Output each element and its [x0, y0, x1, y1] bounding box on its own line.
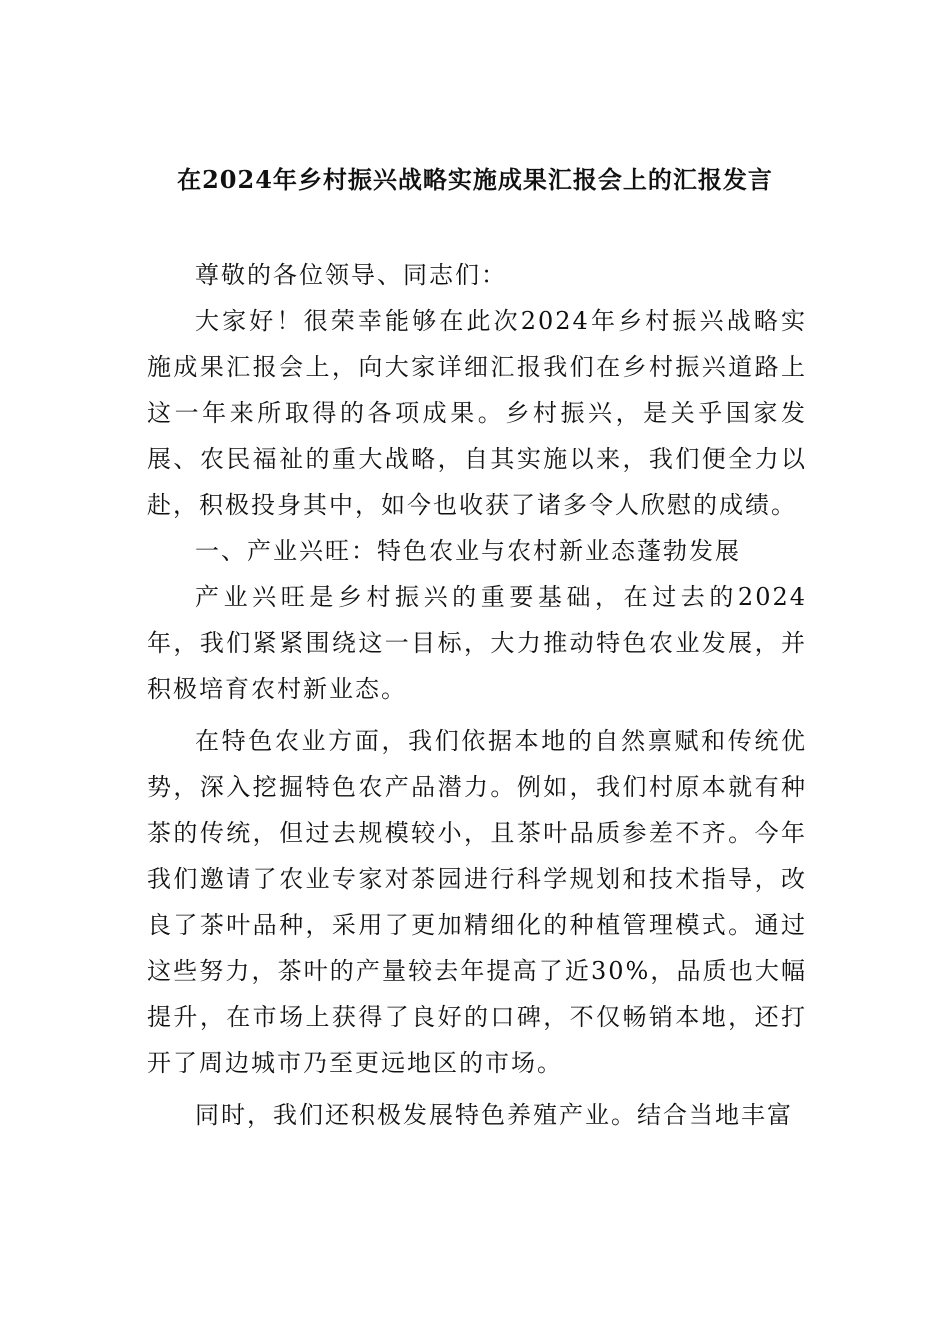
- document-title: 在2024年乡村振兴战略实施成果汇报会上的汇报发言: [177, 165, 773, 194]
- section-heading-industry: 一、产业兴旺：特色农业与农村新业态蓬勃发展: [195, 537, 741, 565]
- paragraph-specialty-agriculture: 在特色农业方面，我们依据本地的自然禀赋和传统优势，深入挖掘特色农产品潜力。例如，我们村原本就有种茶的传统，但过去规模较小，且茶叶品质参差不齐。今年我们邀请了农业专家对茶园进行科学规划和技术指导，改良了茶叶品种，采用了更加精细化的种植管理模式。通过这些努力，茶叶的产量较去年提高了近30%，品质也大幅提升，在市场上获得了良好的口碑，不仅畅销本地，还打开了周边城市乃至更远地区的市场。: [147, 727, 807, 1077]
- paragraph-industry-intro: 产业兴旺是乡村振兴的重要基础，在过去的2024年，我们紧紧围绕这一目标，大力推动特色农业发展，并积极培育农村新业态。: [147, 583, 807, 703]
- paragraph-salutation: 尊敬的各位领导、同志们：: [195, 261, 507, 289]
- paragraph-specialty-breeding: 同时，我们还积极发展特色养殖产业。结合当地丰富: [195, 1101, 793, 1129]
- document-body: [147, 252, 807, 1138]
- paragraph-greeting: 大家好！很荣幸能够在此次2024年乡村振兴战略实施成果汇报会上，向大家详细汇报我们在乡村振兴道路上这一年来所取得的各项成果。乡村振兴，是关乎国家发展、农民福祉的重大战略，自其实施以来，我们便全力以赴，积极投身其中，如今也收获了诸多令人欣慰的成绩。: [147, 307, 807, 519]
